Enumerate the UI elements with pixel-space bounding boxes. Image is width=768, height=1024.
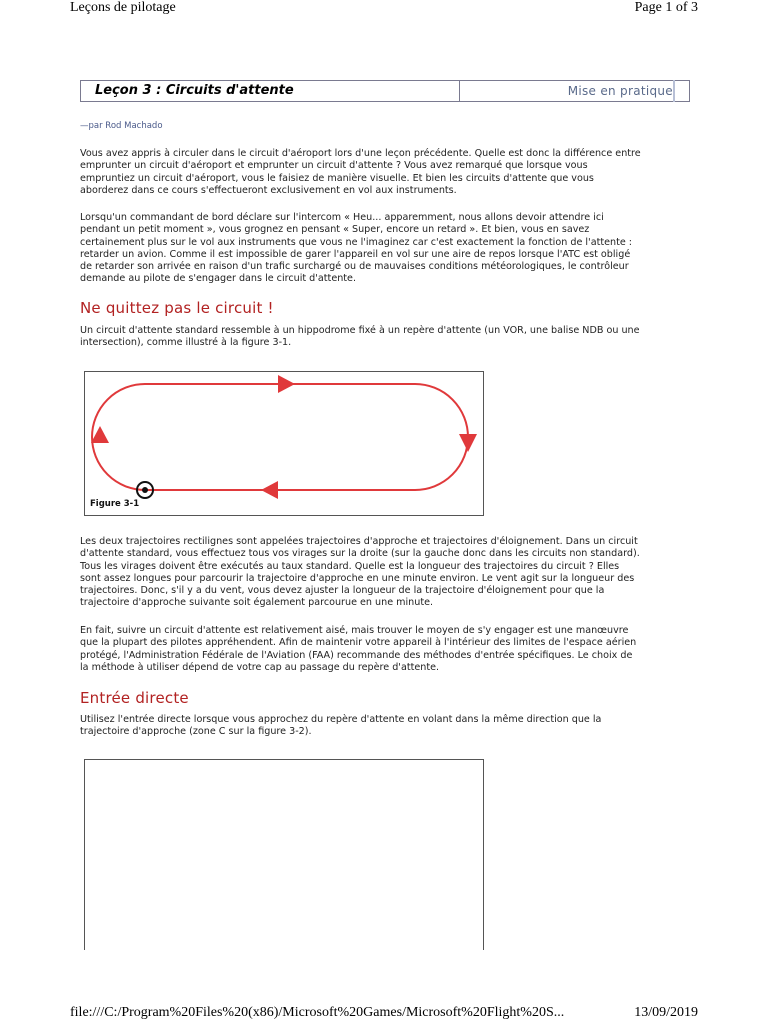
title-divider (459, 81, 460, 101)
text-line: Lorsqu'un commandant de bord déclare sur l'intercom « Heu... apparemment, nous allons devoir attendre ici (80, 212, 604, 223)
figure-3-2-placeholder (84, 759, 484, 950)
paragraph-intercom (80, 212, 690, 286)
title-edge (673, 80, 675, 102)
paragraph-entry-methods (80, 625, 690, 674)
text-line: d'attente standard, vous effectuez tous vos virages sur la droite (sur la gauche donc dans les circuits non standard). (80, 548, 640, 560)
figure-3-1 (84, 371, 484, 516)
file-path: file:///C:/Program%20Files%20(x86)/Microsoft%20Games/Microsoft%20Flight%20S... (70, 1005, 565, 1020)
print-footer (0, 1005, 768, 1024)
text-line: la méthode à utiliser dépend de votre cap au passage du repère d'attente. (80, 661, 440, 673)
lesson-title: Leçon 3 : Circuits d'attente (95, 83, 294, 98)
figure-label: Figure 3-1 (90, 499, 140, 509)
text-line: protégé, l'Administration Fédérale de l'Aviation (FAA) recommande des méthodes d'entrée spécifiques. Le choix de (80, 649, 633, 661)
page-number: Page 1 of 3 (634, 0, 698, 15)
arrow-right-icon (278, 375, 295, 393)
section-heading-direct-entry: Entrée directe (80, 689, 189, 707)
text-line: intersection), comme illustré à la figure 3-1. (80, 337, 292, 349)
text-line: Vous avez appris à circuler dans le circuit d'aéroport lors d'une leçon précédente. Quelle est donc la différence entre (80, 148, 641, 159)
paragraph-direct-entry (80, 714, 690, 739)
byline: —par Rod Machado (80, 121, 163, 131)
racetrack-path (92, 384, 468, 490)
arrow-down-icon (459, 434, 477, 452)
text-line: sont assez longues pour parcourir la trajectoire d'approche en une minute environ. Le vent agit sur la longueur des (80, 572, 635, 584)
paragraph-intro (80, 148, 690, 197)
text-line: de retarder son arrivée en raison d'un trafic surchargé ou de mauvaises conditions météorologiques, le contrôleur (80, 261, 629, 273)
text-line: aborderez dans ce cours s'effectueront exclusivement en vol aux instruments. (80, 184, 457, 196)
text-line: Utilisez l'entrée directe lorsque vous approchez du repère d'attente en volant dans la même direction que la (80, 714, 602, 725)
text-line: pendant un petit moment », vous grognez en pensant « Super, encore un retard ». Et bien, vous en savez (80, 224, 590, 236)
section-heading-circuit: Ne quittez pas le circuit ! (80, 299, 274, 317)
holding-fix-dot (142, 487, 148, 493)
print-date: 13/09/2019 (634, 1005, 698, 1020)
paragraph-standard-circuit (80, 325, 690, 350)
text-line: que la plupart des pilotes appréhendent. Afin de maintenir votre appareil à l'intérieur des limites de l'espace aérien (80, 637, 637, 649)
text-line: demande au pilote de s'engager dans le circuit d'attente. (80, 273, 357, 285)
text-line: emprunter un circuit d'aéroport et emprunter un circuit d'attente ? Vous avez remarqué que lorsque vous (80, 160, 588, 172)
print-header (0, 0, 768, 20)
text-line: empruntiez un circuit d'aéroport, vous le faisiez de manière visuelle. Et bien les circuits d'attente que vous (80, 172, 594, 184)
paragraph-trajectories (80, 536, 690, 610)
arrow-left-icon (261, 481, 278, 499)
print-header-title: Leçons de pilotage (70, 0, 176, 15)
text-line: certainement plus sur le vol aux instruments que vous ne l'imaginez car c'est exactement la fonction de l'attente : (80, 236, 633, 248)
practice-link[interactable]: Mise en pratique (567, 84, 673, 98)
text-line: Tous les virages doivent être exécutés au taux standard. Quelle est la longueur des trajectoires du circuit ? Elles (80, 560, 620, 572)
lesson-title-bar (80, 80, 690, 102)
text-line: trajectoire d'approche suivante soit également parcourue en une minute. (80, 597, 434, 609)
holding-pattern-diagram (85, 372, 483, 515)
text-line: En fait, suivre un circuit d'attente est relativement aisé, mais trouver le moyen de s'y engager est une manœuvre (80, 625, 629, 636)
text-line: trajectoires. Donc, s'il y a du vent, vous devez ajuster la longueur de la trajectoire d'éloignement pour que la (80, 585, 605, 597)
text-line: Les deux trajectoires rectilignes sont appelées trajectoires d'approche et trajectoires d'éloignement. Dans un circuit (80, 536, 638, 547)
text-line: Un circuit d'attente standard ressemble à un hippodrome fixé à un repère d'attente (un VOR, une balise NDB ou une (80, 325, 640, 336)
arrow-up-icon (91, 426, 109, 443)
text-line: trajectoire d'approche (zone C sur la figure 3-2). (80, 726, 312, 738)
text-line: retarder un avion. Comme il est impossible de garer l'appareil en vol sur une aire de repos lorsque l'ATC est obligé (80, 248, 631, 260)
